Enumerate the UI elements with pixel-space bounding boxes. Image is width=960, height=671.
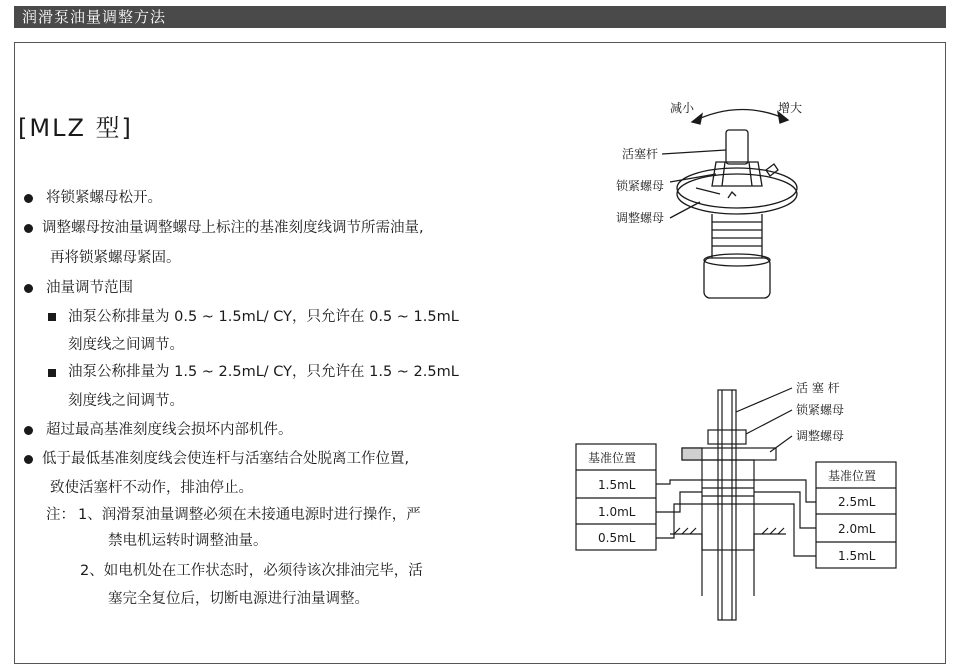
adjust-nut-label: 调整螺母 [616,211,665,225]
piston-rod-label: 活塞杆 [622,147,659,161]
right-table-cell: 2.0mL [838,522,876,536]
note-1-continued: 禁电机运转时调整油量。 [108,533,268,549]
model-heading: [MLZ 型] [18,114,133,142]
note-1: 1、润滑泵油量调整必须在未接通电源时进行操作，严 [78,507,421,523]
pump-head-diagram [600,90,840,320]
bullet-icon [24,224,33,233]
note-2: 2、如电机处在工作状态时，必须待该次排油完毕，活 [80,563,423,579]
housing [670,534,786,550]
instruction-item: 低于最低基准刻度线会使连杆与活塞结合处脱离工作位置, [42,451,410,467]
sleeve-body [702,460,754,550]
left-table-cell: 0.5mL [598,531,636,545]
section-title: 润滑泵油量调整方法 [22,8,167,26]
increase-label: 增大 [778,101,803,115]
instruction-item: 超过最高基准刻度线会损坏内部机件。 [46,422,293,438]
bullet-icon [24,284,33,293]
range-item: 油泵公称排量为 0.5 ~ 1.5mL/ CY，只允许在 0.5 ~ 1.5mL [68,309,459,325]
instruction-item: 油量调节范围 [46,280,133,296]
right-table-header: 基准位置 [828,469,877,483]
piston-rod-top [726,130,748,164]
left-table-cell: 1.5mL [598,478,636,492]
range-item-continued: 刻度线之间调节。 [68,337,184,353]
instruction-item: 调整螺母按油量调整螺母上标注的基准刻度线调节所需油量, [42,220,424,236]
right-table-cell: 1.5mL [838,549,876,563]
pump-body [712,214,762,258]
note-prefix: 注： [46,507,75,523]
left-table-cell: 1.0mL [598,505,636,519]
bullet-icon [24,194,33,203]
piston-rod-label: 活 塞 杆 [796,381,840,395]
instruction-item: 将锁紧螺母松开。 [46,190,162,206]
decrease-label: 减小 [670,101,695,115]
adjust-nut-label: 调整螺母 [796,429,845,443]
range-item: 油泵公称排量为 1.5 ~ 2.5mL/ CY，只允许在 1.5 ~ 2.5mL [68,364,459,380]
instruction-item-continued: 致使活塞杆不动作，排油停止。 [50,480,253,496]
lock-nut-label: 锁紧螺母 [616,179,665,193]
square-bullet-icon [48,369,56,377]
reference-position-diagram [570,372,910,628]
bullet-icon [24,426,33,435]
lock-nut-label: 锁紧螺母 [796,403,845,417]
right-table-cell: 2.5mL [838,495,876,509]
arrow-left-icon [692,114,702,124]
lock-nut-block [708,430,746,444]
range-item-continued: 刻度线之间调节。 [68,393,184,409]
rotation-arc [692,109,788,122]
section-title-bar [14,6,946,28]
left-table-header: 基准位置 [588,451,637,465]
square-bullet-icon [48,313,56,321]
piston-rod-shaft [718,390,736,620]
bullet-icon [24,455,33,464]
instruction-item-continued: 再将锁紧螺母紧固。 [50,250,181,266]
note-2-continued: 塞完全复位后，切断电源进行油量调整。 [108,591,369,607]
